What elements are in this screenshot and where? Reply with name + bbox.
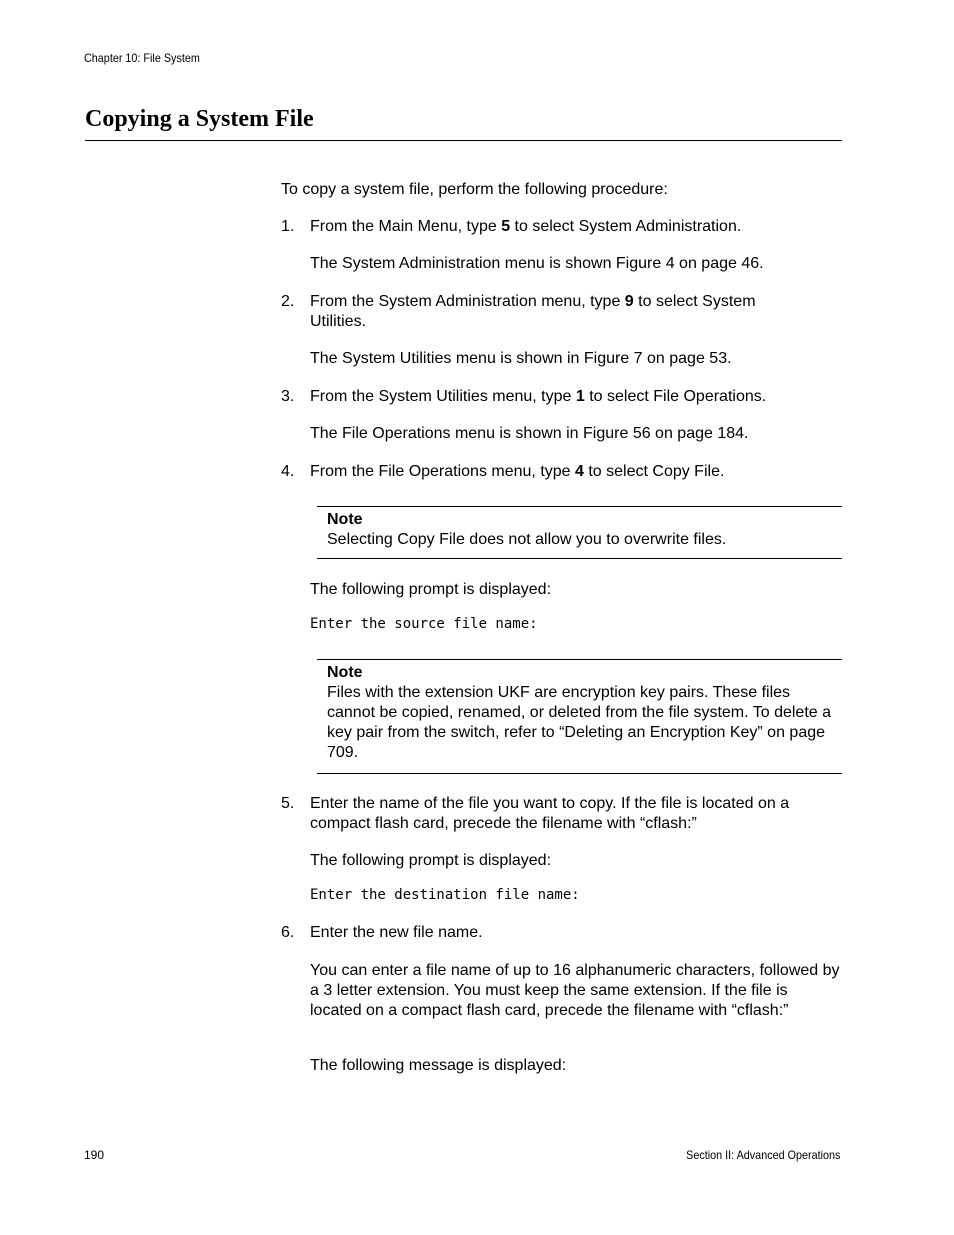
step-followup: The File Operations menu is shown in Figure 56 on page 184.	[310, 425, 749, 442]
intro-paragraph: To copy a system file, perform the following procedure:	[281, 181, 668, 198]
step-text: From the File Operations menu, type 4 to select Copy File.	[310, 463, 725, 480]
step-number: 6.	[281, 924, 295, 941]
note-text: Selecting Copy File does not allow you to overwrite files.	[327, 531, 727, 548]
step-followup: You can enter a file name of up to 16 alphanumeric characters, followed by a 3 letter extension. You must keep the same extension. If the file is located on a compact flash card, precede the filename with “cflash:”	[310, 962, 840, 1019]
command-prompt: Enter the destination file name:	[310, 887, 580, 903]
note-label: Note	[327, 511, 363, 528]
message-intro: The following message is displayed:	[310, 1057, 567, 1074]
running-footer: Section II: Advanced Operations	[685, 1148, 840, 1162]
page-number: 190	[84, 1148, 105, 1162]
step-text: From the System Administration menu, type 9 to select System Utilities.	[310, 293, 756, 330]
step-text: From the System Utilities menu, type 1 to select File Operations.	[310, 388, 767, 405]
note-box	[317, 506, 842, 559]
title-rule	[85, 140, 842, 141]
step-followup: The System Administration menu is shown Figure 4 on page 46.	[310, 255, 764, 272]
step-number: 5.	[281, 795, 295, 812]
prompt-intro: The following prompt is displayed:	[310, 852, 552, 869]
running-header: Chapter 10: File System	[84, 51, 200, 65]
note-label: Note	[327, 664, 363, 681]
step-text: Enter the name of the file you want to copy. If the file is located on a compact flash card, precede the filename with “cflash:”	[310, 795, 790, 832]
step-text: From the Main Menu, type 5 to select System Administration.	[310, 218, 742, 235]
step-number: 4.	[281, 463, 295, 480]
note-text: Files with the extension UKF are encryption key pairs. These files cannot be copied, renamed, or deleted from the file system. To delete a key pair from the switch, refer to “Deleting an Encryption Key” on page 709.	[327, 684, 831, 761]
step-number: 2.	[281, 293, 295, 310]
step-number: 1.	[281, 218, 295, 235]
step-followup: The System Utilities menu is shown in Figure 7 on page 53.	[310, 350, 732, 367]
page-title: Copying a System File	[85, 106, 314, 132]
note-box	[317, 659, 842, 774]
command-prompt: Enter the source file name:	[310, 616, 538, 632]
step-text: Enter the new file name.	[310, 924, 483, 941]
prompt-intro: The following prompt is displayed:	[310, 581, 552, 598]
step-number: 3.	[281, 388, 295, 405]
